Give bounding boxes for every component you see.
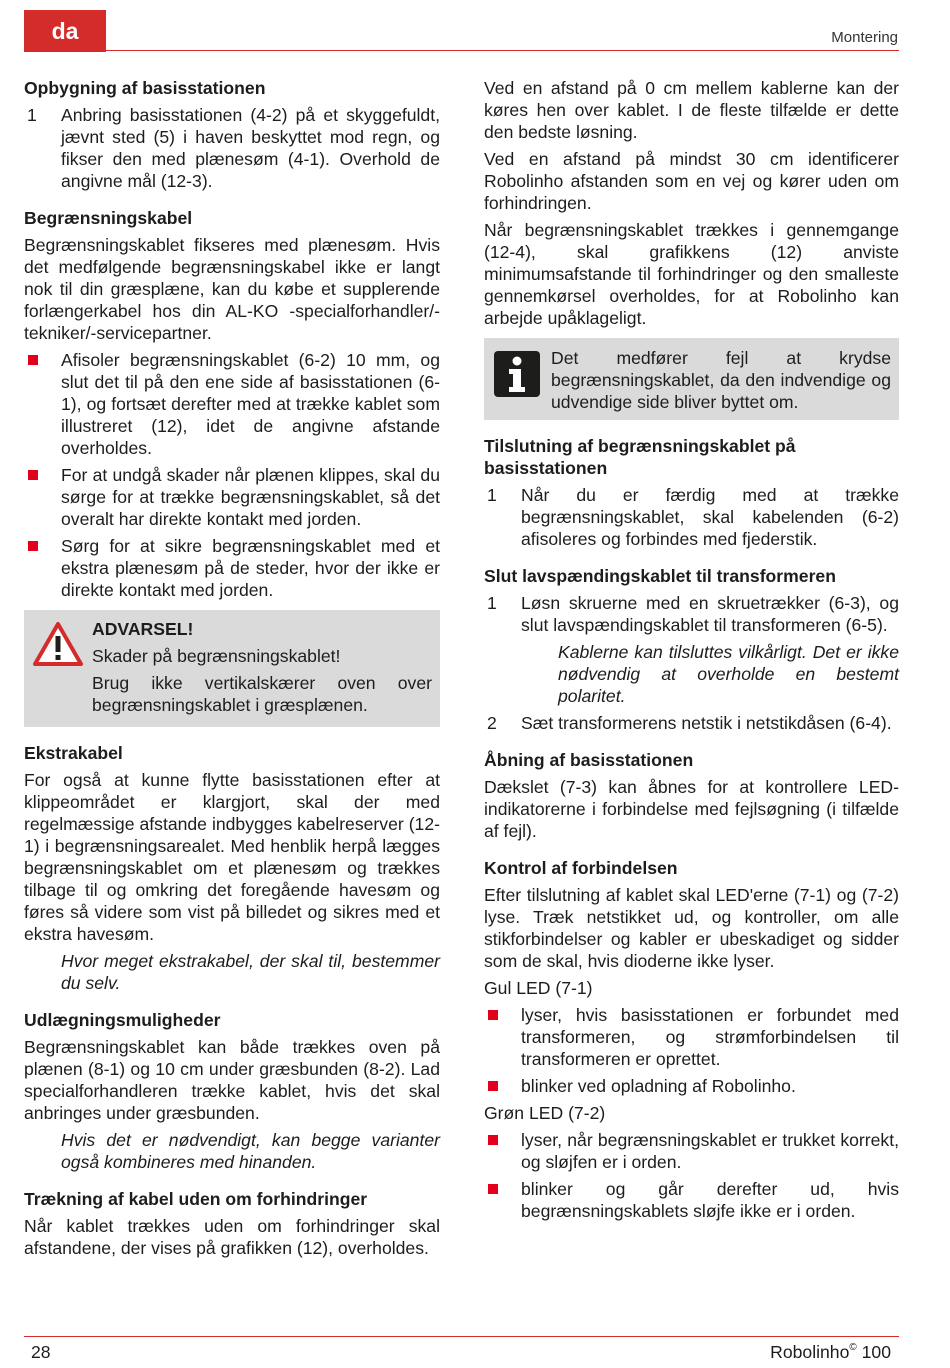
left-column bbox=[24, 77, 440, 1259]
paragraph: Når kablet trækkes uden om forhindringer skal afstandene, der vises på grafikken (12), overholdes. bbox=[24, 1216, 440, 1258]
note: Kablerne kan tilsluttes vilkårligt. Det er ikke nødvendig at overholde en bestemt polaritet. bbox=[558, 642, 899, 706]
paragraph: Ved en afstand på mindst 30 cm identificerer Robolinho afstanden som en vej og kører uden om forhindringen. bbox=[484, 149, 899, 213]
paragraph: Begrænsningskablet kan både trækkes oven på plænen (8-1) og 10 cm under græsbunden (8-2). Lad specialforhandleren trække kablet, hvis det skal anbringes under græsbunden. bbox=[24, 1037, 440, 1123]
footer-rule bbox=[24, 1336, 899, 1337]
warning-title: ADVARSEL! bbox=[92, 619, 194, 639]
bullet-item: blinker ved opladning af Robolinho. bbox=[484, 1075, 899, 1097]
info-icon bbox=[494, 347, 551, 413]
step-item: 2 Sæt transformerens netstik i netstikdåsen (6-4). bbox=[487, 713, 892, 733]
note: Hvor meget ekstrakabel, der skal til, bestemmer du selv. bbox=[61, 951, 440, 993]
led-label: Gul LED (7-1) bbox=[484, 978, 593, 998]
warning-line: Brug ikke vertikalskærer oven over begrænsningskablet i græsplænen. bbox=[92, 673, 432, 715]
led-label: Grøn LED (7-2) bbox=[484, 1103, 606, 1123]
paragraph: Ved en afstand på 0 cm mellem kablerne kan der køres hen over kablet. I de fleste tilfælde er dette den bedste løsning. bbox=[484, 78, 899, 142]
language-tab: da bbox=[24, 10, 106, 52]
bullet-item: Afisoler begrænsningskablet (6-2) 10 mm, og slut det til på den ene side af basisstationen (6-1), og fortsæt derefter med at trække kablet som illustreret (12), idet de angivne afstande overholdes. bbox=[24, 349, 440, 459]
heading-boundary-cable: Begrænsningskabel bbox=[24, 208, 193, 228]
step-item: 1 Anbring basisstationen (4-2) på et skyggefuldt, jævnt sted (5) i haven beskyttet mod regn, og fikser den med plænesøm (4-1). Overhold de angivne mål (12-3). bbox=[27, 105, 440, 191]
step-item: 1 Løsn skruerne med en skruetrækker (6-3), og slut lavspændingskablet til transformeren (6-5). bbox=[487, 593, 899, 635]
step-item: 1 Når du er færdig med at trække begrænsningskablet, skal kabelenden (6-2) afisoleres og forbindes med fjederstik. bbox=[487, 485, 899, 549]
bullet-item: blinker og går derefter ud, hvis begrænsningskablets sløjfe ikke er i orden. bbox=[484, 1178, 899, 1222]
red-bullet-icon bbox=[484, 1178, 521, 1222]
note: Hvis det er nødvendigt, kan begge varianter også kombineres med hinanden. bbox=[61, 1130, 440, 1172]
warning-box bbox=[24, 610, 440, 727]
paragraph: Dækslet (7-3) kan åbnes for at kontrollere LED-indikatorerne i forbindelse med fejlsøgning (i tilfælde af fejl). bbox=[484, 777, 899, 841]
heading-extra-cable: Ekstrakabel bbox=[24, 743, 123, 763]
red-bullet-icon bbox=[484, 1129, 521, 1173]
bullet-item: lyser, hvis basisstationen er forbundet med transformeren, og strømforbindelsen til transformeren er oprettet. bbox=[484, 1004, 899, 1070]
section-title: Montering bbox=[831, 29, 898, 46]
header-rule bbox=[106, 50, 899, 51]
heading-base-station: Opbygning af basisstationen bbox=[24, 78, 266, 98]
product-name: Robolinho© 100 bbox=[770, 1342, 891, 1362]
bullet-item: For at undgå skader når plænen klippes, skal du sørge for at trække begrænsningskablet, så det overalt har direkte kontakt med jorden. bbox=[24, 464, 440, 530]
warning-line: Skader på begrænsningskablet! bbox=[92, 646, 341, 666]
heading-obstacles: Trækning af kabel uden om forhindringer bbox=[24, 1189, 368, 1209]
red-bullet-icon bbox=[24, 349, 61, 459]
heading-laying-options: Udlægningsmuligheder bbox=[24, 1010, 221, 1030]
paragraph: Når begrænsningskablet trækkes i gennemgange (12-4), skal grafikkens (12) anviste minimumsafstande til forhindringer og den smalleste gennemkørsel overholdes, for at Robolinho kan arbejde upåklageligt. bbox=[484, 220, 899, 328]
info-box bbox=[484, 338, 899, 420]
heading-opening: Åbning af basisstationen bbox=[484, 750, 694, 770]
paragraph: Efter tilslutning af kablet skal LED'erne (7-1) og (7-2) lyse. Træk netstikket ud, og kontroller, om alle stikforbindelser og kabler er ubeskadiget og sidder som de skal, hvis dioderne ikke lyser. bbox=[484, 885, 899, 971]
red-bullet-icon bbox=[24, 464, 61, 530]
page-number: 28 bbox=[31, 1342, 51, 1362]
red-bullet-icon bbox=[24, 535, 61, 601]
warning-triangle-icon bbox=[32, 618, 92, 721]
heading-connection: Tilslutning af begrænsningskablet på basisstationen bbox=[484, 436, 796, 478]
red-bullet-icon bbox=[484, 1075, 521, 1097]
bullet-item: Sørg for at sikre begrænsningskablet med et ekstra plænesøm på de steder, hvor der ikke er direkte kontakt med jorden. bbox=[24, 535, 440, 601]
bullet-item: lyser, når begrænsningskablet er trukket korrekt, og sløjfen er i orden. bbox=[484, 1129, 899, 1173]
heading-transformer: Slut lavspændingskablet til transformeren bbox=[484, 566, 836, 586]
paragraph: Begrænsningskablet fikseres med plænesøm. Hvis det medfølgende begrænsningskabel ikke er langt nok til din græsplæne, kan du købe et supplerende forlængerkabel hos din AL-KO -specialforhandler/-tekniker/-servicepartner. bbox=[24, 235, 440, 343]
heading-check-connection: Kontrol af forbindelsen bbox=[484, 858, 678, 878]
red-bullet-icon bbox=[484, 1004, 521, 1070]
right-column bbox=[484, 77, 899, 1222]
paragraph: For også at kunne flytte basisstationen efter at klippeområdet er klargjort, skal der med regelmæssige afstande indbygges kabelreserver (12-1) i begrænsningsarealet. Med henblik herpå lægges begrænsningskablet om et plænesøm og trækkes tilbage til og omkring det foregående havesøm og føres så videre som vist på billedet og sikres med et ekstra havesøm. bbox=[24, 770, 440, 944]
info-text: Det medfører fejl at krydse begrænsningskablet, da den indvendige og udvendige side bliver byttet om. bbox=[551, 348, 891, 412]
